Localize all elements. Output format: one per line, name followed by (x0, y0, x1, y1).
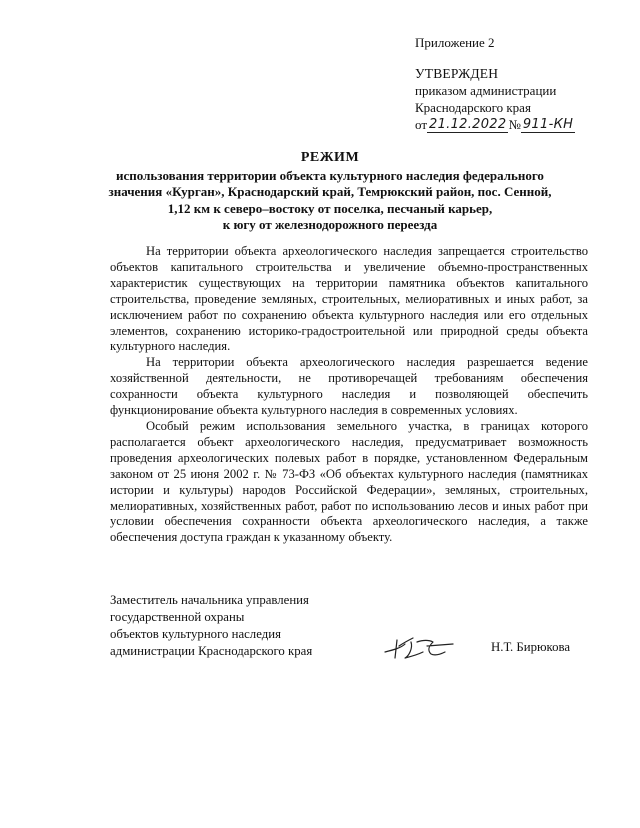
title-line-2: значения «Курган», Краснодарский край, Темрюкский район, пос. Сенной, (108, 184, 552, 199)
signatory-line-4: администрации Краснодарского края (110, 644, 313, 658)
number-sign: № (508, 117, 521, 132)
signatory-position (110, 592, 410, 660)
title-line-3: 1,12 км к северо–востоку от поселка, песчаный карьер, (167, 200, 493, 216)
paragraph-prohibitions: На территории объекта археологического наследия запрещается строительство объектов капитального строительства и увеличение объемно-пространственных характеристик существующих на территории памятника объектов капитального строительства, проведение земляных, строительных, мелиоративных и иных работ, за исключением работ по сохранению объекта культурного наследия или его отдельных элементов, сохранению историко-градостроительной или природной среды объекта культурного наследия. (110, 244, 588, 354)
handwritten-signature (383, 632, 463, 662)
signatory-line-1: Заместитель начальника управления (110, 593, 309, 607)
approval-date: 21.12.2022 (429, 117, 507, 132)
appendix-label: Приложение 2 (415, 35, 495, 50)
approval-number: 911-КН (522, 117, 574, 132)
title-line-4: к югу от железнодорожного переезда (222, 217, 438, 232)
signatory-name: Н.Т. Бирюкова (491, 640, 571, 654)
paragraph-permissions: На территории объекта археологического наследия разрешается ведение хозяйственной деятельности, не противоречащей требованиям обеспечения сохранности объекта культурного наследия и позволяющей обеспечить функционирование объекта культурного наследия в современных условиях. (110, 355, 588, 418)
title-line-1: использования территории объекта культурного наследия федерального (116, 167, 544, 183)
document-body (110, 244, 588, 546)
approved-by-line-1: приказом администрации (415, 83, 557, 98)
signatory-line-3: объектов культурного наследия (110, 627, 281, 641)
date-prefix: от (415, 117, 428, 132)
document-title (70, 150, 590, 234)
paragraph-special-regime: Особый режим использования земельного участка, в границах которого располагается объект археологического наследия, предусматривает возможность проведения археологических полевых работ в порядке, установленном Федеральным законом от 25 июня 2002 г. № 73-ФЗ «Об объектах культурного наследия (памятниках истории и культуры) народов Российской Федерации», земляных, строительных, мелиоративных, хозяйственных работ, работ по использованию лесов и иных работ при условии обеспечения сохранности объекта археологического наследия, а также обеспечения доступа граждан к указанному объекту. (110, 418, 588, 545)
approval-block (415, 34, 625, 133)
title-heading: РЕЖИМ (300, 150, 360, 165)
approved-label: УТВЕРЖДЕН (415, 66, 499, 81)
approved-by-line-2: Краснодарского края (415, 100, 531, 115)
signatory-line-2: государственной охраны (110, 610, 245, 624)
approval-date-line (415, 116, 625, 133)
